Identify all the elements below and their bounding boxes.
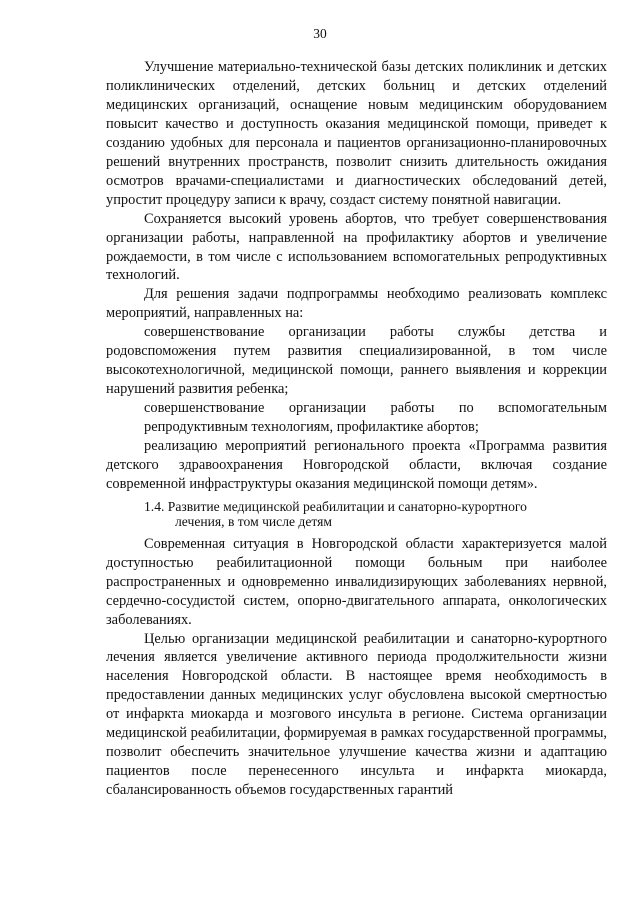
list-item: совершенствование организации работы по вспомогательным репродуктивным технологиям, профилактике абортов; xyxy=(144,400,607,436)
section-heading-line2: лечения, в том числе детям xyxy=(175,514,332,530)
paragraph: Сохраняется высокий уровень абортов, что требует совершенствования организации работы, направленной на профилактику абортов и увеличение рождаемости, в том числе с использованием вспомогательных репродуктивных технологий. xyxy=(106,210,607,284)
paragraph: Улучшение материально-технической базы детских поликлиник и детских поликлинических отделений, детских больниц и детских отделений медицинских организаций, оснащение новым медицинским оборудованием повысит качество и доступность оказания медицинской помощи, приведет к созданию удобных для персонала и пациентов организационно-планировочных решений внутренних пространств, позволит снизить длительность ожидания осмотров врачами-специалистами и диагностических обследований детей, упростит процедуру записи к врачу, создаст систему понятной навигации. xyxy=(106,59,607,208)
body-text xyxy=(106,58,607,800)
paragraph: Современная ситуация в Новгородской области характеризуется малой доступностью реабилитационной помощи больным при наиболее распространенных и одновременно инвалидизирующих заболеваниях нервной, сердечно-сосудистой систем, опорно-двигательного аппарата, онкологических заболеваниях. xyxy=(106,535,607,628)
list-item: реализацию мероприятий регионального проекта «Программа развития детского здравоохранения Новгородской области, включая создание современной инфраструктуры оказания медицинской помощи детям». xyxy=(106,438,607,492)
section-heading xyxy=(106,499,607,530)
page-number: 30 xyxy=(313,26,327,41)
paragraph: Целью организации медицинской реабилитации и санаторно-курортного лечения является увеличение активного периода продолжительности жизни населения Новгородской области. В настоящее время необходимость в предоставлении данных медицинских услуг обусловлена высокой смертностью от инфаркта миокарда и мозгового инсульта в регионе. Система организации медицинской реабилитации, формируемая в рамках государственной программы, позволит обеспечить значительное улучшение качества жизни и адаптацию пациентов после перенесенного инсульта и инфаркта миокарда, сбалансированность объемов государственных гарантий xyxy=(106,630,607,799)
list-item: совершенствование организации работы службы детства и родовспоможения путем развития специализированной, в том числе высокотехнологичной, медицинской помощи, раннего выявления и коррекции нарушений развития ребенка; xyxy=(106,324,607,398)
paragraph: Для решения задачи подпрограммы необходимо реализовать комплекс мероприятий, направленных на: xyxy=(106,286,607,322)
section-heading-line1: 1.4. Развитие медицинской реабилитации и санаторно-курортного xyxy=(144,498,527,514)
